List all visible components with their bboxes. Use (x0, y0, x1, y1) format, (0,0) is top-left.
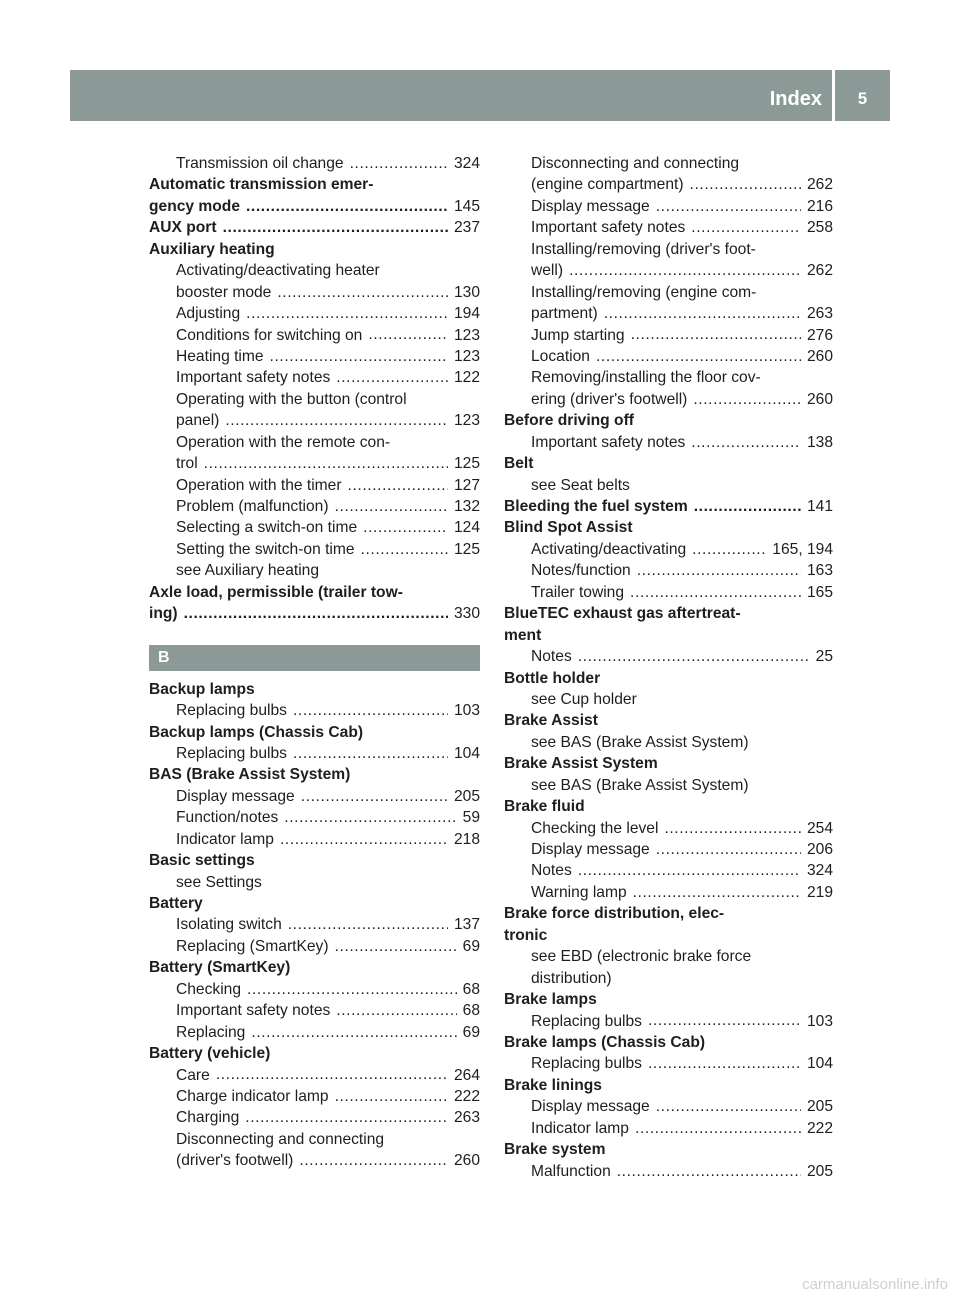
dot-leader (631, 325, 801, 346)
index-subentry: see Cup holder (531, 690, 637, 708)
entry-text: ering (driver's footwell) (531, 390, 688, 408)
dot-leader (617, 1161, 801, 1182)
entry-text: Display message (531, 197, 650, 215)
dot-leader (288, 914, 448, 935)
index-entry[interactable] (149, 196, 480, 217)
page-reference[interactable]: 206 (806, 841, 833, 858)
entry-text: Replacing bulbs (531, 1055, 642, 1073)
index-subentry[interactable] (149, 346, 480, 367)
entry-text: Trailer towing (531, 583, 625, 601)
entry-text: Function/notes (176, 809, 279, 827)
entry-text: Important safety notes (176, 1002, 331, 1020)
dot-leader (299, 1150, 448, 1171)
index-column-right (504, 153, 833, 1182)
dot-leader (293, 743, 448, 764)
entry-text: Display message (531, 1098, 650, 1116)
index-subentry: see Auxiliary heating (176, 562, 320, 580)
entry-text: Important safety notes (176, 369, 331, 387)
index-entry: Before driving off (504, 412, 634, 430)
dot-leader (270, 346, 448, 367)
index-subentry[interactable] (149, 743, 480, 764)
page-reference[interactable]: 127 (453, 476, 480, 494)
index-subentry[interactable] (149, 1086, 480, 1107)
page-reference[interactable]: 137 (453, 916, 480, 934)
index-subentry: see BAS (Brake Assist System) (531, 776, 749, 794)
index-entry: Backup lamps (149, 680, 255, 698)
page-reference[interactable]: 260 (806, 390, 833, 408)
index-subentry[interactable] (504, 860, 833, 881)
page-reference[interactable]: 263 (806, 305, 833, 323)
entry-text: Adjusting (176, 305, 241, 323)
entry-text: Selecting a switch-on time (176, 519, 358, 537)
dot-leader (648, 1011, 801, 1032)
index-subentry[interactable] (149, 807, 480, 828)
index-subentry[interactable] (504, 882, 833, 903)
page-reference[interactable]: 194 (453, 305, 480, 323)
entry-text: Replacing (176, 1023, 246, 1041)
page-reference[interactable]: 123 (453, 326, 480, 344)
dot-leader (363, 517, 448, 538)
page-title: Index (769, 88, 822, 110)
index-subentry[interactable] (149, 475, 480, 496)
index-subentry[interactable] (149, 410, 480, 431)
dot-leader (246, 303, 448, 324)
dot-leader (336, 367, 448, 388)
entry-text: Malfunction (531, 1162, 611, 1180)
index-entry: Brake Assist (504, 712, 598, 730)
page-reference[interactable]: 125 (453, 455, 480, 473)
index-subentry[interactable] (149, 786, 480, 807)
entry-text: Indicator lamp (176, 830, 274, 848)
index-subentry: Installing/removing (driver's foot- (531, 240, 756, 258)
dot-leader (368, 325, 448, 346)
page-reference[interactable]: 68 (462, 980, 480, 998)
index-entry: Battery (SmartKey) (149, 959, 291, 977)
index-subentry[interactable] (149, 1022, 480, 1043)
dot-leader (204, 453, 448, 474)
page-reference[interactable]: 324 (806, 862, 833, 880)
page-reference[interactable]: 219 (806, 883, 833, 901)
entry-text: Bleeding the fuel system (504, 498, 688, 515)
index-subentry[interactable] (504, 539, 833, 560)
page-reference[interactable]: 123 (453, 412, 480, 430)
dot-leader (569, 260, 801, 281)
index-subentry[interactable] (504, 325, 833, 346)
index-subentry[interactable] (504, 303, 833, 324)
index-subentry[interactable] (504, 1096, 833, 1117)
entry-text: Problem (malfunction) (176, 498, 329, 515)
dot-leader (604, 303, 801, 324)
index-subentry[interactable] (149, 153, 480, 174)
dot-leader (656, 839, 801, 860)
index-subentry[interactable] (149, 914, 480, 935)
index-subentry[interactable] (149, 829, 480, 850)
page-reference[interactable]: 103 (453, 702, 480, 720)
page-reference[interactable]: 258 (806, 219, 833, 237)
index-entry: Battery (149, 895, 203, 912)
page-reference[interactable]: 145 (453, 197, 480, 215)
index-entry: Brake force distribution, elec- (504, 905, 725, 923)
dot-leader (301, 786, 448, 807)
watermark: carmanualsonline.info (802, 1276, 948, 1293)
dot-leader (693, 389, 801, 410)
index-entry: Bottle holder (504, 669, 601, 687)
index-entry: BlueTEC exhaust gas aftertreat- (504, 605, 741, 623)
index-subentry: Operating with the button (control (176, 390, 407, 408)
dot-leader (656, 196, 801, 217)
index-subentry[interactable] (504, 839, 833, 860)
index-entry: ment (504, 626, 542, 644)
dot-leader (251, 1022, 456, 1043)
entry-text: Notes (531, 648, 572, 666)
page-reference[interactable]: 330 (453, 605, 480, 623)
dot-leader (280, 829, 448, 850)
index-entry: Brake fluid (504, 798, 585, 816)
dot-leader (335, 496, 448, 517)
dot-leader (225, 410, 448, 431)
dot-leader (277, 282, 448, 303)
dot-leader (335, 936, 457, 957)
entry-text: Conditions for switching on (176, 326, 363, 344)
page-reference[interactable]: 262 (806, 176, 833, 194)
dot-leader (637, 560, 801, 581)
entry-text: Setting the switch-on time (176, 540, 355, 558)
index-subentry[interactable] (504, 1161, 833, 1182)
index-entry: BAS (Brake Assist System) (149, 766, 351, 784)
dot-leader (223, 217, 448, 238)
index-subentry[interactable] (149, 700, 480, 721)
index-subentry: Disconnecting and connecting (176, 1130, 385, 1148)
page-reference[interactable]: 205 (806, 1098, 833, 1116)
entry-text: trol (176, 455, 198, 473)
dot-leader (630, 582, 801, 603)
dot-leader (335, 1086, 448, 1107)
index-subentry[interactable] (149, 1065, 480, 1086)
index-subentry[interactable] (504, 346, 833, 367)
index-subentry[interactable] (504, 560, 833, 581)
entry-text: Display message (531, 841, 650, 858)
page-reference[interactable]: 163 (806, 562, 833, 580)
entry-text: ing) (149, 605, 178, 623)
entry-text: panel) (176, 412, 220, 430)
page-reference[interactable]: 260 (453, 1152, 480, 1170)
page-reference[interactable]: 237 (453, 219, 480, 237)
index-subentry[interactable] (149, 539, 480, 560)
page-reference[interactable]: 122 (453, 369, 480, 387)
index-entry: Belt (504, 455, 534, 473)
index-entry: Blind Spot Assist (504, 519, 633, 537)
index-subentry: distribution) (531, 969, 612, 987)
dot-leader (633, 882, 801, 903)
index-entry[interactable] (149, 217, 480, 238)
entry-text: Notes/function (531, 562, 631, 580)
entry-text: Operation with the timer (176, 476, 342, 494)
entry-text: Replacing bulbs (176, 744, 287, 762)
index-subentry: see BAS (Brake Assist System) (531, 733, 749, 751)
index-subentry: see Seat belts (531, 476, 630, 494)
page-reference[interactable]: 218 (453, 830, 480, 848)
index-subentry[interactable] (149, 303, 480, 324)
entry-text: Warning lamp (531, 883, 627, 901)
page-reference[interactable]: 68 (462, 1002, 480, 1020)
index-subentry[interactable] (504, 432, 833, 453)
dot-leader (691, 217, 801, 238)
entry-text: Replacing (SmartKey) (176, 937, 329, 955)
page-reference[interactable]: 205 (806, 1162, 833, 1180)
entry-text: Replacing bulbs (176, 702, 287, 720)
dot-leader (216, 1065, 448, 1086)
index-entry: Brake linings (504, 1076, 602, 1094)
dot-leader (691, 432, 801, 453)
dot-leader (293, 700, 448, 721)
dot-leader (694, 496, 801, 517)
entry-text: Charging (176, 1109, 240, 1127)
dot-leader (246, 196, 448, 217)
dot-leader (635, 1118, 801, 1139)
index-subentry[interactable] (504, 1053, 833, 1074)
page-reference[interactable]: 324 (453, 155, 480, 172)
dot-leader (664, 818, 801, 839)
page-reference[interactable]: 216 (806, 197, 833, 215)
dot-leader (596, 346, 801, 367)
index-subentry: Disconnecting and connecting (531, 155, 740, 172)
index-entry: Brake lamps (504, 991, 597, 1009)
index-subentry[interactable] (149, 979, 480, 1000)
index-subentry: Activating/deactivating heater (176, 262, 380, 280)
page-reference[interactable]: 254 (806, 819, 833, 837)
index-entry: Automatic transmission emer- (149, 176, 374, 194)
index-subentry[interactable] (149, 936, 480, 957)
page-reference[interactable]: 124 (453, 519, 480, 537)
index-subentry[interactable] (504, 818, 833, 839)
entry-text: booster mode (176, 283, 272, 301)
index-subentry[interactable] (504, 196, 833, 217)
page-reference[interactable]: 125 (453, 540, 480, 558)
page-reference[interactable]: 59 (462, 809, 480, 827)
page-reference[interactable]: 123 (453, 347, 480, 365)
index-entry: tronic (504, 926, 548, 944)
index-subentry: Operation with the remote con- (176, 433, 391, 451)
entry-text: Checking the level (531, 819, 659, 837)
entry-text: Transmission oil change (176, 155, 344, 172)
index-subentry[interactable] (504, 217, 833, 238)
dot-leader (284, 807, 456, 828)
dot-leader (245, 1107, 448, 1128)
entry-text: Important safety notes (531, 433, 686, 451)
index-subentry[interactable] (504, 582, 833, 603)
entry-text: Isolating switch (176, 916, 282, 934)
entry-text: Important safety notes (531, 219, 686, 237)
index-subentry[interactable] (504, 646, 833, 667)
index-subentry: Removing/installing the floor cov- (531, 369, 761, 387)
page-reference[interactable]: 263 (453, 1109, 480, 1127)
entry-text: partment) (531, 305, 598, 323)
page-reference[interactable]: 130 (453, 283, 480, 301)
index-entry: Brake Assist System (504, 755, 658, 773)
dot-leader (578, 646, 810, 667)
index-subentry[interactable] (149, 1150, 480, 1171)
index-subentry: see Settings (176, 873, 262, 891)
section-header: B (149, 645, 480, 671)
page-number: 5 (857, 89, 868, 108)
page-reference[interactable]: 132 (453, 498, 480, 515)
page-reference[interactable]: 222 (806, 1119, 833, 1137)
page-reference[interactable]: 104 (453, 744, 480, 762)
index-subentry[interactable] (149, 325, 480, 346)
dot-leader (184, 603, 448, 624)
header-bar (70, 70, 890, 121)
dot-leader (348, 475, 448, 496)
page-reference[interactable]: 138 (806, 433, 833, 451)
entry-text: (engine compartment) (531, 176, 684, 194)
page-reference[interactable]: 69 (462, 1023, 480, 1041)
index-subentry[interactable] (504, 1011, 833, 1032)
index-entry: Axle load, permissible (trailer tow- (149, 583, 403, 601)
index-subentry[interactable] (149, 282, 480, 303)
dot-leader (648, 1053, 801, 1074)
index-subentry[interactable] (149, 1107, 480, 1128)
index-subentry[interactable] (149, 453, 480, 474)
page-reference[interactable]: 260 (806, 347, 833, 365)
index-subentry[interactable] (149, 1000, 480, 1021)
entry-text: Checking (176, 980, 242, 998)
page-reference[interactable]: 25 (815, 648, 833, 666)
page-reference[interactable]: 264 (453, 1066, 480, 1084)
page-reference[interactable]: 69 (462, 937, 480, 955)
entry-text: (driver's footwell) (176, 1152, 294, 1170)
index-entry: Brake system (504, 1141, 606, 1159)
page-reference[interactable]: 222 (453, 1087, 480, 1105)
index-entry: Auxiliary heating (149, 240, 275, 258)
entry-text: Activating/deactivating (531, 540, 687, 558)
page-reference[interactable]: 262 (806, 262, 833, 280)
dot-leader (656, 1096, 801, 1117)
entry-text: gency mode (149, 197, 240, 215)
index-entry: Backup lamps (Chassis Cab) (149, 723, 364, 741)
page-reference[interactable]: 103 (806, 1012, 833, 1030)
page-reference[interactable]: 141 (806, 498, 833, 515)
dot-leader (361, 539, 448, 560)
index-subentry[interactable] (504, 260, 833, 281)
index-subentry: Installing/removing (engine com- (531, 283, 757, 301)
index-column-left (149, 153, 480, 1172)
page-reference[interactable]: 165 (806, 583, 833, 601)
entry-text: Care (176, 1066, 210, 1084)
page-reference[interactable]: 165, 194 (772, 540, 833, 558)
dot-leader (247, 979, 457, 1000)
index-entry: Battery (vehicle) (149, 1045, 271, 1063)
index-subentry[interactable] (504, 389, 833, 410)
index-entry[interactable] (504, 496, 833, 517)
dot-leader (690, 174, 801, 195)
entry-text: Indicator lamp (531, 1119, 629, 1137)
entry-text: Jump starting (531, 326, 625, 344)
index-subentry: see EBD (electronic brake force (531, 948, 752, 966)
dot-leader (350, 153, 448, 174)
entry-text: Charge indicator lamp (176, 1087, 329, 1105)
index-subentry[interactable] (149, 517, 480, 538)
page-reference[interactable]: 205 (453, 787, 480, 805)
entry-text: AUX port (149, 219, 217, 237)
index-subentry[interactable] (149, 496, 480, 517)
page-reference[interactable]: 276 (806, 326, 833, 344)
index-subentry[interactable] (504, 1118, 833, 1139)
entry-text: Display message (176, 787, 295, 805)
dot-leader (578, 860, 801, 881)
dot-leader (336, 1000, 456, 1021)
index-subentry[interactable] (504, 174, 833, 195)
entry-text: Notes (531, 862, 572, 880)
dot-leader (692, 539, 766, 560)
entry-text: Location (531, 347, 590, 365)
index-entry: Basic settings (149, 852, 255, 870)
entry-text: Replacing bulbs (531, 1012, 642, 1030)
index-entry[interactable] (149, 603, 480, 624)
page-reference[interactable]: 104 (806, 1055, 833, 1073)
index-entry: Brake lamps (Chassis Cab) (504, 1033, 706, 1051)
entry-text: Heating time (176, 347, 264, 365)
entry-text: well) (531, 262, 564, 280)
index-subentry[interactable] (149, 367, 480, 388)
